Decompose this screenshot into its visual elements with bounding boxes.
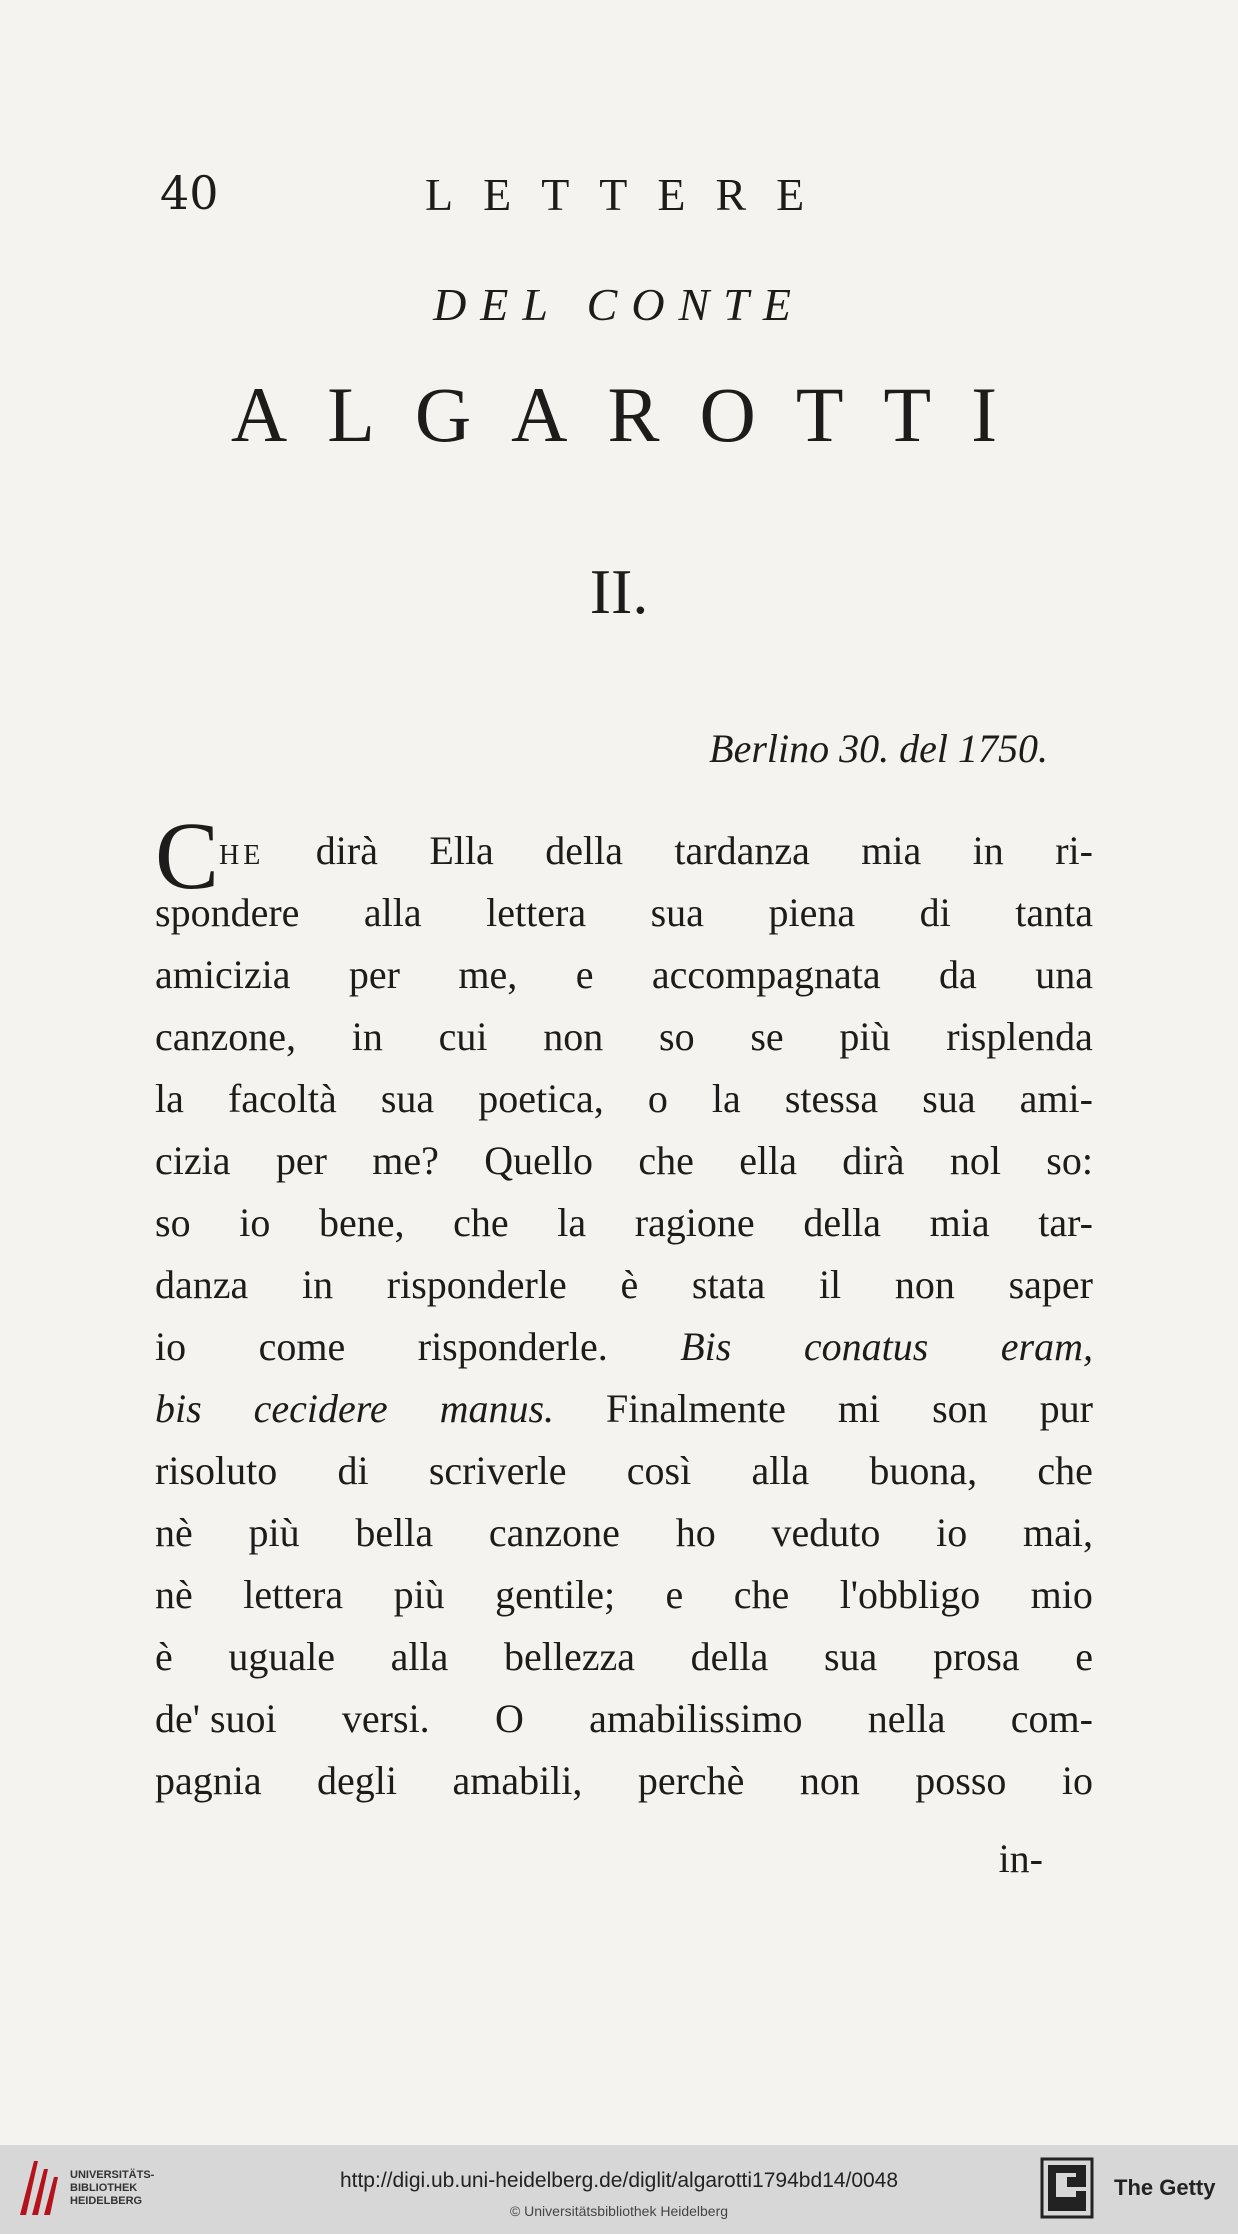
text-line <box>155 944 1093 1006</box>
word: eram, <box>1000 1324 1093 1369</box>
word: risponderle. <box>417 1324 608 1369</box>
word: di <box>337 1448 369 1493</box>
word: mai, <box>1023 1510 1093 1555</box>
word: Quello <box>484 1138 594 1183</box>
text-line <box>155 1006 1093 1068</box>
word: amabilissimo <box>589 1696 803 1741</box>
text-line <box>155 1626 1093 1688</box>
word: poetica, <box>478 1076 604 1121</box>
text-line <box>155 1502 1093 1564</box>
word: ella <box>739 1138 797 1183</box>
word: Bis <box>680 1324 732 1369</box>
word: alla <box>390 1634 449 1679</box>
word: nol <box>949 1138 1001 1183</box>
library-name-line: UNIVERSITÄTS- <box>70 2169 155 2181</box>
copyright-notice: © Universitätsbibliothek Heidelberg <box>509 2203 729 2219</box>
word: posso <box>915 1758 1007 1803</box>
word: nè <box>155 1510 193 1555</box>
text-line <box>155 1440 1093 1502</box>
word: de' suoi <box>155 1696 277 1741</box>
permalink-url[interactable]: http://digi.ub.uni-heidelberg.de/diglit/algarotti1794bd14/0048 <box>339 2169 899 2192</box>
getty-logo-icon <box>1040 2157 1094 2219</box>
word: amabili, <box>452 1758 583 1803</box>
word: spondere <box>155 890 300 935</box>
text-line <box>155 1068 1093 1130</box>
text-line <box>155 1130 1093 1192</box>
text-line <box>155 1378 1093 1440</box>
word: stata <box>691 1262 766 1307</box>
word: Ella <box>429 828 494 873</box>
word: nè <box>155 1572 193 1617</box>
word: alla <box>363 890 422 935</box>
word: mi <box>837 1386 881 1431</box>
word: la <box>711 1076 741 1121</box>
text-line <box>155 802 1093 909</box>
library-name-line: BIBLIOTHEK <box>70 2182 138 2194</box>
word: risplenda <box>946 1014 1093 1059</box>
word: in <box>351 1014 383 1059</box>
word: in <box>972 828 1004 873</box>
viewer-footer <box>0 2145 1238 2234</box>
word: lettera <box>243 1572 344 1617</box>
word: versi. <box>341 1696 430 1741</box>
catchword: in- <box>998 1836 1043 1881</box>
running-title: LETTERE <box>425 169 835 220</box>
text-line <box>155 1750 1093 1812</box>
word: il <box>818 1262 842 1307</box>
word: saper <box>1008 1262 1093 1307</box>
word: lettera <box>486 890 587 935</box>
subtitle: DEL CONTE <box>433 279 805 330</box>
word: tardanza <box>674 828 810 873</box>
word: come <box>258 1324 346 1369</box>
word: pur <box>1039 1386 1093 1431</box>
word: io <box>1061 1758 1093 1803</box>
word: ami- <box>1019 1076 1093 1121</box>
word: della <box>690 1634 769 1679</box>
word: più <box>248 1510 300 1555</box>
word: ri- <box>1055 828 1093 873</box>
word: e <box>575 952 594 997</box>
word: se <box>750 1014 784 1059</box>
word: perchè <box>637 1758 745 1803</box>
word: me? <box>372 1138 439 1183</box>
word: da <box>939 952 977 997</box>
word: è <box>620 1262 639 1307</box>
word: io <box>239 1200 271 1245</box>
word: so <box>659 1014 695 1059</box>
text-line <box>155 1688 1093 1750</box>
page-number: 40 <box>160 166 219 220</box>
word: prosa <box>932 1634 1020 1679</box>
word: bene, <box>318 1200 405 1245</box>
letter-number: II. <box>589 556 649 627</box>
word: di <box>919 890 951 935</box>
word: tar- <box>1038 1200 1093 1245</box>
word: la <box>155 1076 184 1121</box>
word: cui <box>438 1014 488 1059</box>
word: mio <box>1030 1572 1093 1617</box>
word: bis <box>155 1386 202 1431</box>
word: cecidere <box>253 1386 388 1431</box>
drop-cap: C <box>155 802 220 909</box>
word: che <box>638 1138 694 1183</box>
word: so: <box>1046 1138 1093 1183</box>
word: risoluto <box>155 1448 278 1493</box>
word: O <box>494 1696 524 1741</box>
word: e <box>1075 1634 1093 1679</box>
word: piena <box>768 890 856 935</box>
word: ragione <box>634 1200 755 1245</box>
word: gentile; <box>495 1572 616 1617</box>
word: più <box>839 1014 891 1059</box>
word: cizia <box>155 1138 231 1183</box>
word: la <box>557 1200 587 1245</box>
word: io <box>155 1324 187 1369</box>
dateline: Berlino 30. del 1750. <box>709 726 1048 771</box>
word: veduto <box>771 1510 881 1555</box>
word: dirà <box>842 1138 905 1183</box>
word: nella <box>867 1696 946 1741</box>
word: che <box>453 1200 509 1245</box>
word: buona, <box>869 1448 978 1493</box>
word: non <box>894 1262 955 1307</box>
text-line <box>155 1564 1093 1626</box>
word: bella <box>355 1510 434 1555</box>
word: sua <box>380 1076 435 1121</box>
word: che <box>733 1572 790 1617</box>
getty-name: The Getty <box>1114 2175 1216 2200</box>
word: stessa <box>784 1076 879 1121</box>
word: per <box>275 1138 327 1183</box>
word: che <box>1037 1448 1093 1493</box>
word: canzone, <box>155 1014 297 1059</box>
word: amicizia <box>155 952 291 997</box>
word: accompagnata <box>651 952 881 997</box>
word: risponderle <box>386 1262 567 1307</box>
word: ho <box>675 1510 716 1555</box>
word: bellezza <box>504 1634 635 1679</box>
word: della <box>803 1200 882 1245</box>
letter-body <box>155 802 1093 1812</box>
word: o <box>647 1076 668 1121</box>
word: è <box>155 1634 173 1679</box>
word: non <box>799 1758 860 1803</box>
text-line <box>155 1254 1093 1316</box>
word: dirà <box>315 828 378 873</box>
word: tanta <box>1015 890 1093 935</box>
word: scriverle <box>428 1448 567 1493</box>
word: mia <box>929 1200 990 1245</box>
word: canzone <box>488 1510 620 1555</box>
word: facoltà <box>227 1076 337 1121</box>
word: danza <box>155 1262 249 1307</box>
word: per <box>348 952 400 997</box>
text-line <box>155 882 1093 944</box>
word: com- <box>1010 1696 1093 1741</box>
text-line <box>155 1316 1093 1378</box>
word: l'obbligo <box>839 1572 981 1617</box>
word: in <box>301 1262 334 1307</box>
word: più <box>393 1572 445 1617</box>
word: Finalmente <box>605 1386 786 1431</box>
word: conatus <box>803 1324 929 1369</box>
word: sua <box>650 890 704 935</box>
word: una <box>1035 952 1093 997</box>
word: alla <box>751 1448 810 1493</box>
word: e <box>665 1572 684 1617</box>
word: me, <box>458 952 518 997</box>
word: sua <box>823 1634 878 1679</box>
library-name-line: HEIDELBERG <box>70 2195 143 2207</box>
word: mia <box>861 828 922 873</box>
word: non <box>543 1014 604 1059</box>
page-header <box>160 160 1100 220</box>
word: manus. <box>439 1386 555 1431</box>
author-title: ALGAROTTI <box>230 371 1038 458</box>
word: degli <box>317 1758 398 1803</box>
word: son <box>932 1386 988 1431</box>
word: sua <box>922 1076 976 1121</box>
word: pagnia <box>155 1758 262 1803</box>
small-caps: HE <box>219 840 265 871</box>
word: della <box>545 828 623 873</box>
drop-cap-word <box>155 802 265 909</box>
word: così <box>626 1448 692 1493</box>
word: so <box>155 1200 191 1245</box>
text-line <box>155 1192 1093 1254</box>
word: uguale <box>228 1634 336 1679</box>
word: io <box>936 1510 968 1555</box>
